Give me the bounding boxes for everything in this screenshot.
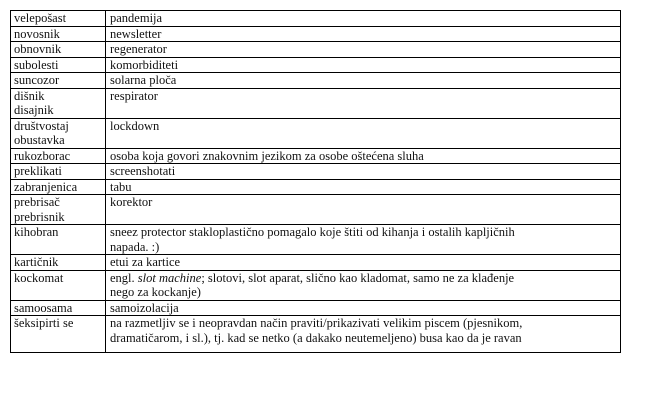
definition-cell	[106, 164, 621, 180]
definition-cell	[106, 73, 621, 89]
term-cell	[11, 11, 106, 27]
term-text: prebrisač	[14, 195, 60, 209]
definition-text: etui za kartice	[110, 255, 181, 269]
term-text: preklikati	[14, 164, 62, 178]
term-text: suncozor	[14, 73, 60, 87]
term-text: kihobran	[14, 225, 59, 239]
table-row	[11, 57, 621, 73]
term-cell	[11, 118, 106, 148]
term-text: društvostaj	[14, 118, 69, 133]
term-text: obustavka	[14, 133, 65, 147]
definition-text: pandemija	[110, 11, 163, 25]
definition-cell	[106, 11, 621, 27]
term-text: prebrisnik	[14, 209, 65, 224]
table-row	[11, 148, 621, 164]
definition-cell	[106, 118, 621, 148]
term-text: velepošast	[14, 11, 67, 25]
table-row	[11, 195, 621, 225]
definition-cell	[106, 225, 621, 255]
definition-cell	[106, 88, 621, 118]
definition-cell	[106, 179, 621, 195]
term-cell	[11, 88, 106, 118]
table-row	[11, 88, 621, 118]
term-text: kartičnik	[14, 255, 59, 269]
term-cell	[11, 195, 106, 225]
definition-cell	[106, 148, 621, 164]
definition-text: napada. :)	[110, 239, 160, 254]
term-text: disajnik	[14, 103, 54, 117]
definition-text: lockdown	[110, 118, 160, 133]
definition-text: newsletter	[110, 26, 162, 41]
table-row	[11, 26, 621, 42]
term-text: dišnik	[14, 88, 45, 103]
table-row	[11, 73, 621, 89]
term-cell	[11, 26, 106, 42]
term-text: kockomat	[14, 270, 64, 285]
definition-text: regenerator	[110, 42, 167, 56]
term-text: samoosama	[14, 300, 73, 315]
term-text: novosnik	[14, 26, 60, 41]
definition-cell	[106, 316, 621, 353]
table-row	[11, 225, 621, 255]
definition-text: nego za kockanje)	[110, 285, 201, 299]
term-cell	[11, 73, 106, 89]
term-text: rukozborac	[14, 148, 71, 163]
definition-cell	[106, 57, 621, 73]
definition-suffix: ; slotovi, slot aparat, slično kao kladomat, samo ne za klađenje	[201, 270, 515, 285]
definition-cell	[106, 195, 621, 225]
definition-text: korektor	[110, 195, 153, 209]
definition-text: solarna ploča	[110, 73, 177, 87]
definition-cell	[106, 270, 621, 300]
glossary-table	[10, 10, 621, 353]
definition-italic-term: slot machine	[137, 270, 202, 285]
table-row	[11, 316, 621, 353]
table-row	[11, 300, 621, 316]
definition-cell	[106, 300, 621, 316]
term-cell	[11, 270, 106, 300]
definition-text: na razmetljiv se i neopravdan način praviti/prikazivati velikim piscem (pjesnikom,	[110, 316, 523, 330]
term-cell	[11, 316, 106, 353]
definition-text: samoizolacija	[110, 300, 179, 315]
definition-prefix: engl.	[110, 270, 138, 285]
term-cell	[11, 148, 106, 164]
definition-cell	[106, 255, 621, 271]
definition-text: komorbiditeti	[110, 57, 179, 72]
term-text: zabranjenica	[14, 179, 78, 194]
definition-text: tabu	[110, 179, 132, 194]
table-row	[11, 255, 621, 271]
table-row	[11, 270, 621, 300]
definition-text: dramatičarom, i sl.), tj. kad se netko (a dakako neutemeljeno) busa kao da je ravan	[110, 330, 522, 345]
term-text: obnovnik	[14, 42, 62, 56]
definition-cell	[106, 42, 621, 58]
term-text: subolesti	[14, 57, 59, 72]
definition-text	[110, 271, 617, 286]
table-row	[11, 42, 621, 58]
definition-text: sneez protector stakloplastično pomagalo koje štiti od kihanja i ostalih kapljičnih	[110, 225, 515, 239]
term-text: šeksipirti se	[14, 316, 74, 330]
term-cell	[11, 255, 106, 271]
table-row	[11, 164, 621, 180]
term-cell	[11, 179, 106, 195]
term-cell	[11, 42, 106, 58]
term-cell	[11, 57, 106, 73]
definition-clip	[110, 316, 617, 352]
table-row	[11, 11, 621, 27]
definition-cell	[106, 26, 621, 42]
term-cell	[11, 300, 106, 316]
table-row	[11, 179, 621, 195]
definition-text: osoba koja govori znakovnim jezikom za osobe oštećena sluha	[110, 148, 424, 163]
table-row	[11, 118, 621, 148]
definition-text: respirator	[110, 88, 158, 103]
term-cell	[11, 164, 106, 180]
term-cell	[11, 225, 106, 255]
definition-text: screenshotati	[110, 164, 176, 178]
